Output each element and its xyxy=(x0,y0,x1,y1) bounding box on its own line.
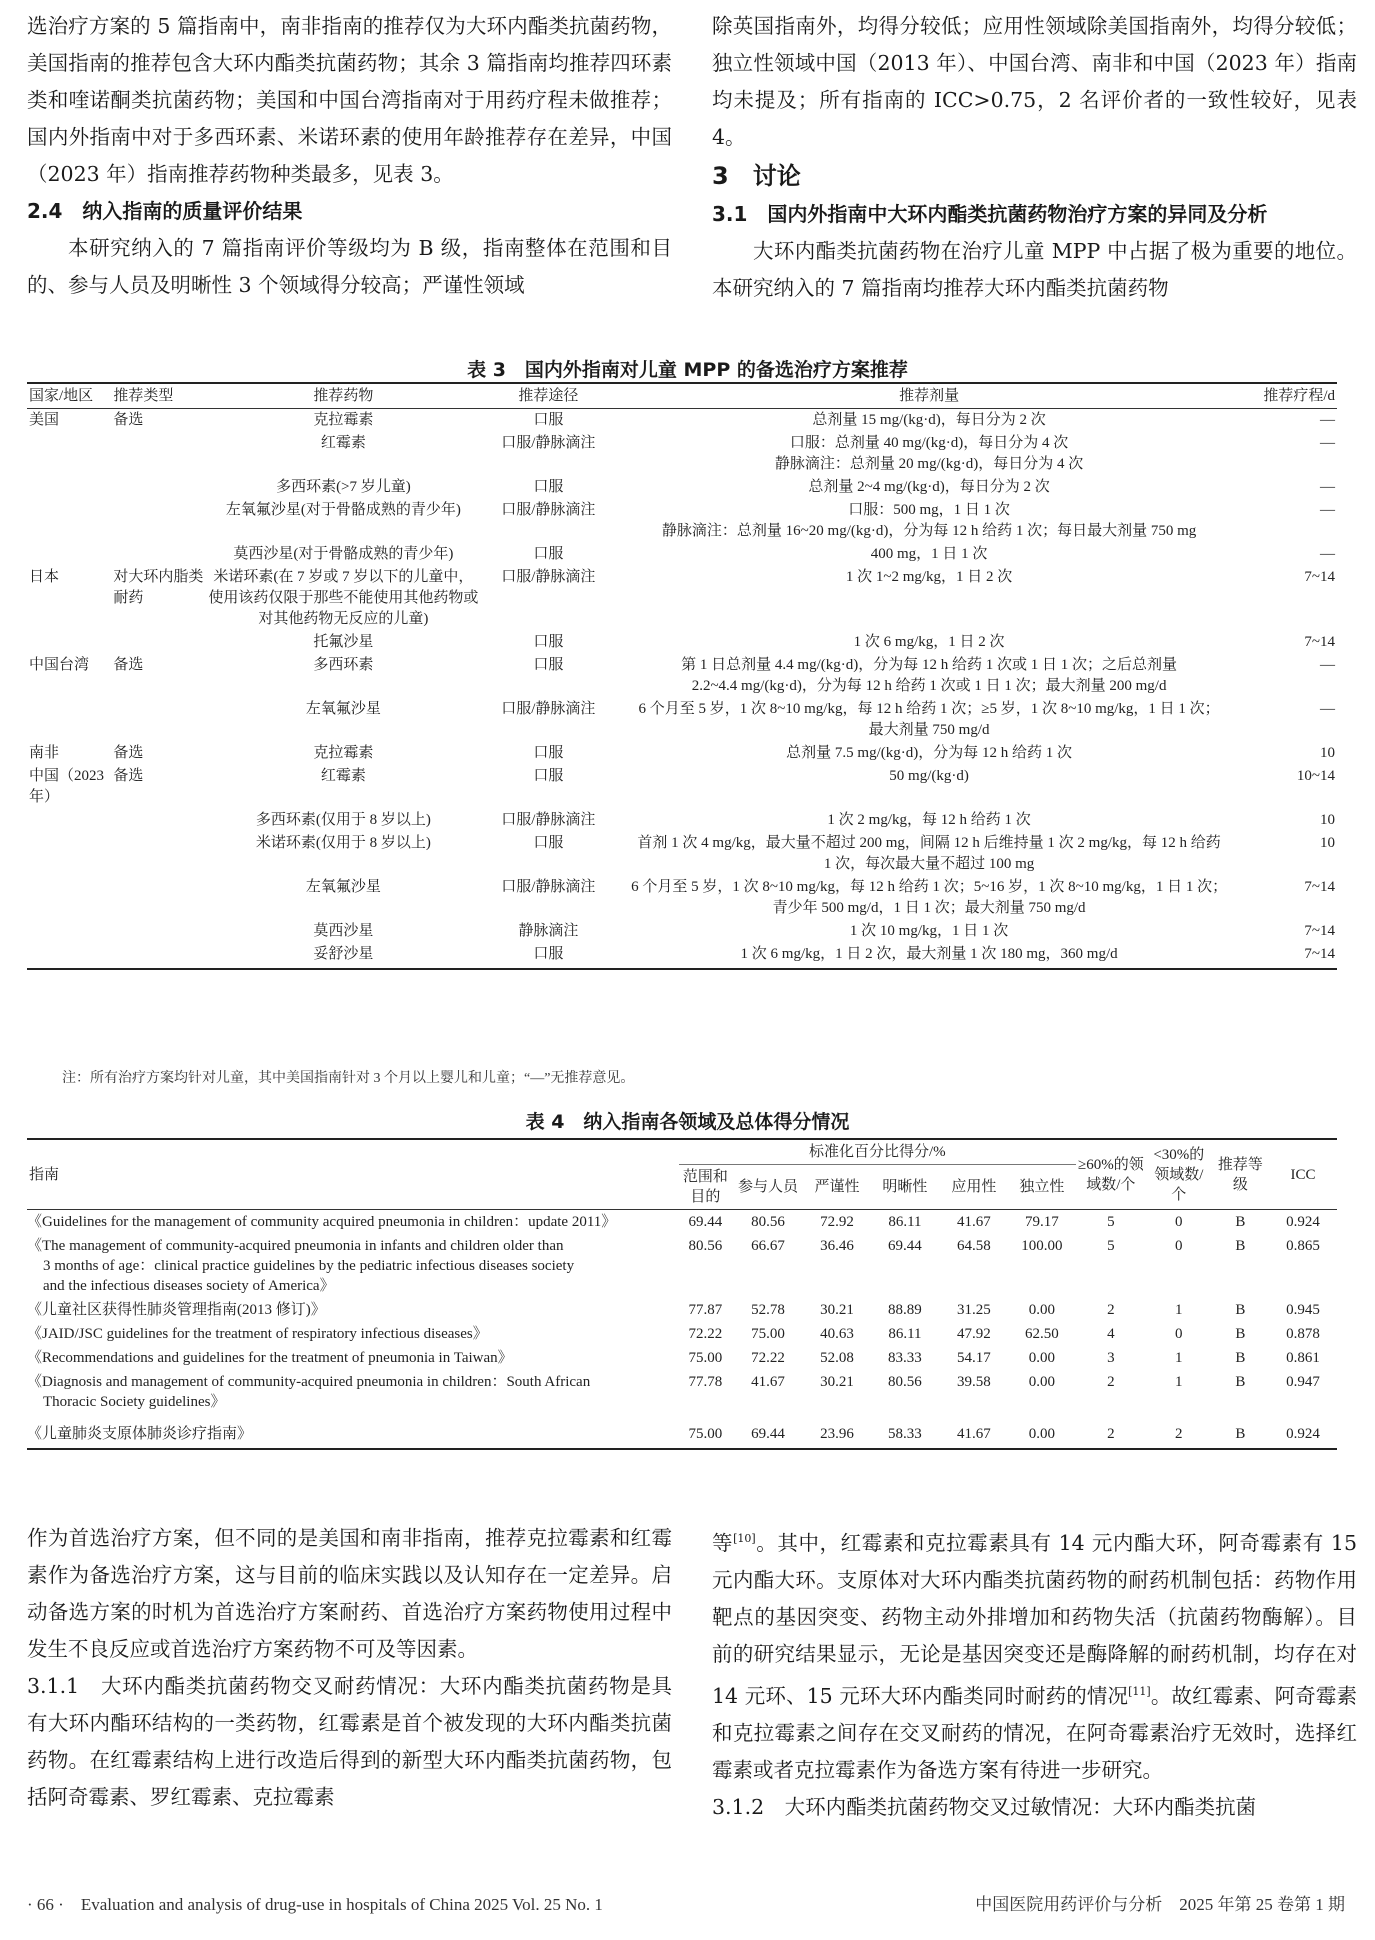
subsection-3-1-2: 3.1.2 大环内酯类抗菌药物交叉过敏情况：大环内酯类抗菌 xyxy=(712,1794,1257,1819)
table3-cell-route: 口服 xyxy=(533,835,564,851)
table3-cell-dose: 总剂量 15 mg/(kg·d)，每日分为 2 次 xyxy=(812,412,1046,428)
table4-cell-score: 77.87 xyxy=(688,1302,723,1318)
guideline-title-line: 《Guidelines for the management of community acquired pneumonia in children：update 2011》 xyxy=(27,1214,617,1230)
table3-cell-drug: 左氧氟沙星(对于骨骼成熟的青少年) xyxy=(225,502,461,518)
resistance-paragraph xyxy=(712,1520,1357,1789)
table3-row xyxy=(27,654,1337,698)
table4-cell-score: 72.22 xyxy=(688,1326,723,1342)
table3-cell-type: 对大环内脂类耐药 xyxy=(113,569,204,606)
guideline-title-line: 《Diagnosis and management of community-acquired pneumonia in children：South African xyxy=(27,1374,591,1390)
bottom-right-column xyxy=(712,1520,1357,1826)
table4-row xyxy=(27,1346,1337,1370)
table4-header-guideline: 指南 xyxy=(27,1139,679,1210)
table3-cell-course: 10 xyxy=(1320,835,1335,851)
table3-cell-course: — xyxy=(1320,435,1335,451)
table3-cell-type xyxy=(111,543,205,566)
table4-row xyxy=(27,1370,1337,1414)
table3-cell-drug: 米诺环素(仅用于 8 岁以上) xyxy=(255,835,431,851)
table4-cell-icc: 0.924 xyxy=(1269,1414,1337,1449)
table4-cell-score: 62.50 xyxy=(1024,1326,1059,1342)
table4-cell-score: 72.22 xyxy=(751,1350,785,1366)
table4-cell-score: 64.58 xyxy=(957,1238,991,1254)
table4-cell-score: 86.11 xyxy=(888,1214,922,1230)
table3-row xyxy=(27,476,1337,499)
table3-cell-route: 口服/静脉滴注 xyxy=(501,879,596,895)
guideline-title-line: 《儿童社区获得性肺炎管理指南(2013 修订)》 xyxy=(27,1302,326,1318)
table4-cell-score: 75.00 xyxy=(679,1414,732,1449)
table4-cell-score: 30.21 xyxy=(820,1374,854,1390)
section-heading-3: 3 讨论 xyxy=(712,162,801,190)
table4-row xyxy=(27,1234,1337,1298)
table3-cell-dose: 50 mg/(kg·d) xyxy=(889,768,969,784)
table4-row xyxy=(27,1322,1337,1346)
table3 xyxy=(27,382,1337,970)
table3-cell-course: 10 xyxy=(1320,812,1335,828)
table3-cell-route: 口服/静脉滴注 xyxy=(501,435,596,451)
table4-cell-score: 69.44 xyxy=(688,1214,723,1230)
table3-cell-route: 口服/静脉滴注 xyxy=(501,569,596,585)
table4-cell-guideline xyxy=(27,1210,679,1235)
table4-cell-score: 77.78 xyxy=(688,1374,723,1390)
table3-cell-region xyxy=(27,943,111,969)
bottom-left-column xyxy=(27,1520,672,1816)
footer-journal-cn: 中国医院用药评价与分析 2025 年第 25 卷第 1 期 xyxy=(975,1895,1345,1914)
table3-cell-drug: 莫西沙星(对于骨骼成熟的青少年) xyxy=(233,546,454,562)
table3-row xyxy=(27,920,1337,943)
table3-cell-course: 7~14 xyxy=(1304,569,1335,585)
table3-cell-dose: 6 个月至 5 岁，1 次 8~10 mg/kg，每 12 h 给药 1 次；≥5 岁，1 次 8~10 mg/kg，1 日 1 次； 最大剂量 750 mg/d xyxy=(638,701,1220,738)
table4-cell-score: 88.89 xyxy=(888,1302,922,1318)
table3-cell-route: 口服 xyxy=(533,412,564,428)
table4-caption: 表 4 纳入指南各领域及总体得分情况 xyxy=(525,1111,850,1133)
table4-cell-score: 66.67 xyxy=(751,1238,785,1254)
table3-row xyxy=(27,432,1337,476)
table4-cell-score: 80.56 xyxy=(751,1214,785,1230)
table3-cell-course: 7~14 xyxy=(1304,634,1335,650)
table4-cell-icc: 0.865 xyxy=(1286,1238,1320,1254)
table3-cell-course: — xyxy=(1320,701,1335,717)
table4-cell-ge60: 5 xyxy=(1107,1238,1115,1254)
table4-cell-score: 36.46 xyxy=(820,1238,854,1254)
table3-cell-course: 7~14 xyxy=(1304,879,1335,895)
table4-header-grade: 推荐等级 xyxy=(1212,1139,1269,1210)
table3-cell-type: 备选 xyxy=(113,768,144,784)
table4-cell-grade: B xyxy=(1235,1214,1246,1230)
table3-cell-region: 南非 xyxy=(29,745,60,761)
guideline-title-line: Thoracic Society guidelines》 xyxy=(43,1394,226,1410)
table3-cell-type xyxy=(111,832,205,876)
table4-header-icc: ICC xyxy=(1269,1139,1337,1210)
table3-header: 推荐剂量 xyxy=(616,383,1243,409)
table3-cell-dose: 第 1 日总剂量 4.4 mg/(kg·d)，分为每 12 h 给药 1 次或 1 日 1 次；之后总剂量 2.2~4.4 mg/(kg·d)，分为每 12 h 给药 1 次或 1 日 1 次；最大剂量 200 mg/d xyxy=(681,657,1177,694)
table4-cell-icc: 0.878 xyxy=(1286,1326,1320,1342)
table4-cell-guideline xyxy=(27,1414,679,1449)
table4-cell-score: 47.92 xyxy=(957,1326,991,1342)
table3-cell-dose: 1 次 2 mg/kg，每 12 h 给药 1 次 xyxy=(827,812,1031,828)
table4-cell-grade: B xyxy=(1212,1414,1269,1449)
table3-cell-course: — xyxy=(1320,657,1335,673)
table3-header: 推荐类型 xyxy=(111,383,205,409)
table3-cell-dose: 400 mg，1 日 1 次 xyxy=(870,546,988,562)
table3-cell-type xyxy=(111,432,205,476)
citation-10[interactable]: [10] xyxy=(733,1532,756,1545)
table4-cell-icc: 0.924 xyxy=(1286,1214,1320,1230)
table3-cell-dose: 1 次 1~2 mg/kg，1 日 2 次 xyxy=(845,569,1013,585)
table4-cell-guideline xyxy=(27,1298,679,1322)
table4-cell-score: 80.56 xyxy=(688,1238,723,1254)
table3-row xyxy=(27,742,1337,765)
table3-cell-region xyxy=(27,432,111,476)
table4-row xyxy=(27,1298,1337,1322)
table3-cell-drug: 左氧氟沙星 xyxy=(305,701,381,717)
table3-header: 国家/地区 xyxy=(27,383,111,409)
table3-row xyxy=(27,543,1337,566)
table3-cell-type xyxy=(111,809,205,832)
table4-cell-score: 79.17 xyxy=(1024,1214,1059,1230)
table3-cell-course: — xyxy=(1320,502,1335,518)
table3-cell-drug: 克拉霉素 xyxy=(313,745,374,761)
table3-cell-region xyxy=(27,920,111,943)
table4-cell-guideline xyxy=(27,1322,679,1346)
table3-cell-drug: 托氟沙星 xyxy=(313,634,374,650)
table3-cell-type: 备选 xyxy=(113,745,144,761)
table3-cell-drug: 红霉素 xyxy=(320,768,366,784)
table3-cell-course: — xyxy=(1320,546,1335,562)
table3-cell-drug: 米诺环素(在 7 岁或 7 岁以下的儿童中，使用该药仅限于那些不能使用其他药物或对其他药物无反应的儿童) xyxy=(208,569,479,627)
guideline-title-line: 3 months of age：clinical practice guidelines by the pediatric infectious diseases society xyxy=(43,1258,575,1274)
table4-cell-ge60: 2 xyxy=(1076,1414,1146,1449)
table3-cell-dose: 1 次 6 mg/kg，1 日 2 次 xyxy=(853,634,1005,650)
table4-domain-header: 独立性 xyxy=(1008,1165,1076,1210)
table3-header-row xyxy=(27,383,1337,409)
table3-cell-type xyxy=(111,920,205,943)
table3-cell-drug: 左氧氟沙星 xyxy=(305,879,381,895)
table3-cell-drug: 红霉素 xyxy=(320,435,366,451)
footer-journal-en: · 66 · Evaluation and analysis of drug-use in hospitals of China 2025 Vol. 25 No. 1 xyxy=(27,1895,603,1914)
table4-cell-score: 41.67 xyxy=(957,1214,991,1230)
table4-cell-lt30: 1 xyxy=(1175,1302,1183,1318)
table3-cell-drug: 多西环素 xyxy=(313,657,374,673)
table3-cell-drug: 妥舒沙星 xyxy=(206,943,481,969)
table3-cell-course: 10~14 xyxy=(1296,768,1335,784)
table4-cell-score: 23.96 xyxy=(804,1414,870,1449)
table3-header: 推荐药物 xyxy=(206,383,481,409)
table4-domain-header: 应用性 xyxy=(940,1165,1008,1210)
table3-cell-course: 7~14 xyxy=(1304,923,1335,939)
table3-cell-route: 口服 xyxy=(533,546,564,562)
table4-header-group: 标准化百分比得分/% xyxy=(679,1139,1076,1165)
table4-cell-lt30: 1 xyxy=(1175,1374,1183,1390)
guideline-title-line: and the infectious diseases society of America》 xyxy=(43,1278,335,1294)
table3-cell-dose: 1 次 10 mg/kg，1 日 1 次 xyxy=(849,923,1009,939)
table4-cell-ge60: 3 xyxy=(1107,1350,1115,1366)
table3-cell-route: 口服 xyxy=(481,943,616,969)
table4-domain-header: 参与人员 xyxy=(732,1165,804,1210)
table4-cell-score: 52.78 xyxy=(751,1302,785,1318)
table3-cell-route: 口服/静脉滴注 xyxy=(501,502,596,518)
table3-row xyxy=(27,943,1337,969)
table4-cell-icc: 0.861 xyxy=(1286,1350,1320,1366)
table4-cell-score: 31.25 xyxy=(957,1302,991,1318)
table4-cell-ge60: 5 xyxy=(1107,1214,1115,1230)
table4-cell-lt30: 0 xyxy=(1175,1238,1183,1254)
table3-cell-dose: 1 次 6 mg/kg，1 日 2 次，最大剂量 1 次 180 mg，360 mg/d xyxy=(616,943,1243,969)
table3-cell-type xyxy=(111,499,205,543)
table4-domain-header: 严谨性 xyxy=(804,1165,870,1210)
table4-cell-guideline xyxy=(27,1234,679,1298)
table4-cell-score: 0.00 xyxy=(1028,1374,1055,1390)
table4-cell-ge60: 2 xyxy=(1107,1302,1115,1318)
section-heading-3-1: 3.1 国内外指南中大环内酯类抗菌药物治疗方案的异同及分析 xyxy=(712,202,1268,226)
table3-cell-route: 口服 xyxy=(533,768,564,784)
text-run: 。其中，红霉素和克拉霉素具有 14 元内酯大环，阿奇霉素有 15 元内酯大环。支原体对大环内酯类抗菌药物的耐药机制包括：药物作用靶点的基因突变、药物主动外排增加和药物失活（抗菌药物酶解）。目前的研究结果显示，无论是基因突变还是酶降解的耐药机制，均存在对 14 元环、15 元环大环内酯类同时耐药的情况 xyxy=(712,1530,1358,1708)
table3-row xyxy=(27,765,1337,809)
table4-cell-guideline xyxy=(27,1346,679,1370)
table3-cell-route: 静脉滴注 xyxy=(518,923,579,939)
guideline-title-line: 《Recommendations and guidelines for the treatment of pneumonia in Taiwan》 xyxy=(27,1350,513,1366)
table4-cell-score: 41.67 xyxy=(751,1374,785,1390)
table4-cell-ge60: 4 xyxy=(1107,1326,1115,1342)
table3-row xyxy=(27,566,1337,631)
citation-11[interactable]: [11] xyxy=(1128,1684,1151,1698)
table3-caption: 表 3 国内外指南对儿童 MPP 的备选治疗方案推荐 xyxy=(467,359,908,381)
table3-cell-type: 备选 xyxy=(113,412,144,428)
table3-row xyxy=(27,631,1337,654)
table4-cell-grade: B xyxy=(1235,1238,1246,1254)
table4-cell-score: 72.92 xyxy=(820,1214,854,1230)
table3-cell-route: 口服 xyxy=(533,745,564,761)
table4-cell-grade: B xyxy=(1235,1302,1246,1318)
subsection-3-1-1: 3.1.1 大环内酯类抗菌药物交叉耐药情况：大环内酯类抗菌药物是具有大环内酯环结构的一类药物，红霉素是首个被发现的大环内酯类抗菌药物。在红霉素结构上进行改造后得到的新型大环内酯类抗菌药物，包括阿奇霉素、罗红霉素、克拉霉素 xyxy=(27,1674,672,1809)
table4-cell-score: 75.00 xyxy=(688,1350,723,1366)
quality-paragraph: 本研究纳入的 7 篇指南评价等级均为 B 级，指南整体在范围和目的、参与人员及明晰性 3 个领域得分较高；严谨性领域 xyxy=(27,236,672,297)
table3-cell-route: 口服/静脉滴注 xyxy=(501,701,596,717)
top-right-column xyxy=(712,8,1357,307)
table3-row xyxy=(27,876,1337,920)
table3-cell-dose: 口服：总剂量 40 mg/(kg·d)，每日分为 4 次 静脉滴注：总剂量 20 mg/(kg·d)，每日分为 4 次 xyxy=(774,435,1084,472)
table4-cell-score: 69.44 xyxy=(732,1414,804,1449)
text-run: 等 xyxy=(712,1530,734,1555)
table4-cell-grade: B xyxy=(1235,1374,1246,1390)
table3-cell-region xyxy=(27,476,111,499)
table3-header: 推荐途径 xyxy=(481,383,616,409)
table4-cell-score: 100.00 xyxy=(1021,1238,1063,1254)
table3-cell-course: — xyxy=(1320,412,1335,428)
table3-cell-region xyxy=(27,698,111,742)
table3-row xyxy=(27,809,1337,832)
table4-row xyxy=(27,1210,1337,1235)
table4-cell-score: 69.44 xyxy=(888,1238,922,1254)
table3-cell-drug: 多西环素(仅用于 8 岁以上) xyxy=(255,812,431,828)
table4-cell-score: 30.21 xyxy=(820,1302,854,1318)
table4-cell-score: 54.17 xyxy=(957,1350,991,1366)
table4-cell-score: 83.33 xyxy=(888,1350,922,1366)
table3-cell-route: 口服 xyxy=(533,634,564,650)
guideline-title-line: 《JAID/JSC guidelines for the treatment of respiratory infectious diseases》 xyxy=(27,1326,488,1342)
table3-cell-region: 日本 xyxy=(29,569,60,585)
table4-cell-score: 75.00 xyxy=(751,1326,785,1342)
table4-header-lt30: <30%的领域数/个 xyxy=(1146,1139,1212,1210)
table3-cell-region xyxy=(27,809,111,832)
table3-cell-route: 口服 xyxy=(533,657,564,673)
table3-row xyxy=(27,698,1337,742)
results-paragraph: 选治疗方案的 5 篇指南中，南非指南的推荐仅为大环内酯类抗菌药物，美国指南的推荐包含大环内酯类抗菌药物；其余 3 篇指南均推荐四环素类和喹诺酮类抗菌药物；美国和中国台湾指南对于用药疗程未做推荐；国内外指南中对于多西环素、米诺环素的使用年龄推荐存在差异，中国（2023 年）指南推荐药物种类最多，见表 3。 xyxy=(27,14,672,186)
table3-cell-type xyxy=(111,476,205,499)
table4-cell-grade: B xyxy=(1235,1350,1246,1366)
discussion-paragraph-cont: 作为首选治疗方案，但不同的是美国和南非指南，推荐克拉霉素和红霉素作为备选治疗方案，这与目前的临床实践以及认知存在一定差异。启动备选方案的时机为首选治疗方案耐药、首选治疗方案药物使用过程中发生不良反应或首选治疗方案药物不可及等因素。 xyxy=(27,1526,672,1661)
table4-header-ge60: ≥60%的领域数/个 xyxy=(1076,1139,1146,1210)
table4-cell-icc: 0.947 xyxy=(1286,1374,1320,1390)
table3-cell-type xyxy=(111,876,205,920)
table4-cell-lt30: 2 xyxy=(1146,1414,1212,1449)
section-heading-2-4: 2.4 纳入指南的质量评价结果 xyxy=(27,199,303,223)
table4-cell-lt30: 1 xyxy=(1175,1350,1183,1366)
table3-cell-course: 7~14 xyxy=(1243,943,1337,969)
discussion-paragraph: 大环内酯类抗菌药物在治疗儿童 MPP 中占据了极为重要的地位。本研究纳入的 7 篇指南均推荐大环内酯类抗菌药物 xyxy=(712,239,1357,300)
table4-cell-ge60: 2 xyxy=(1107,1374,1115,1390)
table4-domain-header: 明晰性 xyxy=(870,1165,940,1210)
text-run: 。故红霉素、阿奇霉素和克拉霉素之间存在交叉耐药的情况，在阿奇霉素治疗无效时，选择红霉素或者克拉霉素作为备选方案有待进一步研究。 xyxy=(712,1683,1358,1782)
table3-cell-type xyxy=(111,631,205,654)
table3-note: 注：所有治疗方案均针对儿童，其中美国指南针对 3 个月以上婴儿和儿童；“—”无推荐意见。 xyxy=(62,1071,635,1086)
table4-cell-guideline xyxy=(27,1370,679,1414)
table4-cell-score: 41.67 xyxy=(940,1414,1008,1449)
table4-cell-grade: B xyxy=(1235,1326,1246,1342)
table3-cell-route: 口服/静脉滴注 xyxy=(501,812,596,828)
table3-cell-course: 10 xyxy=(1320,745,1335,761)
table3-cell-region xyxy=(27,543,111,566)
table3-cell-type xyxy=(111,698,205,742)
table3-cell-region: 中国台湾 xyxy=(29,657,90,673)
table3-cell-drug: 莫西沙星 xyxy=(313,923,374,939)
table4-cell-score: 0.00 xyxy=(1028,1350,1055,1366)
table4-cell-lt30: 0 xyxy=(1175,1326,1183,1342)
table3-header: 推荐疗程/d xyxy=(1243,383,1337,409)
table3-cell-region xyxy=(27,631,111,654)
table4-domain-header: 范围和目的 xyxy=(679,1165,732,1210)
table3-cell-type xyxy=(111,943,205,969)
table3-cell-dose: 总剂量 2~4 mg/(kg·d)，每日分为 2 次 xyxy=(808,479,1050,495)
table3-cell-region xyxy=(27,499,111,543)
table3-cell-dose: 首剂 1 次 4 mg/kg，最大量不超过 200 mg，间隔 12 h 后维持量 1 次 2 mg/kg，每 12 h 给药 1 次，每次最大量不超过 100 mg xyxy=(637,835,1221,872)
guideline-title-line: 《The management of community-acquired pneumonia in infants and children older than xyxy=(27,1238,564,1254)
table3-cell-drug: 克拉霉素 xyxy=(313,412,374,428)
table3-cell-region: 中国（2023 年） xyxy=(29,768,105,805)
table3-cell-region xyxy=(27,876,111,920)
table3-cell-dose: 总剂量 7.5 mg/(kg·d)，分为每 12 h 给药 1 次 xyxy=(786,745,1072,761)
top-left-column xyxy=(27,8,672,304)
table3-cell-course: — xyxy=(1320,479,1335,495)
guideline-title-line: 《儿童肺炎支原体肺炎诊疗指南》 xyxy=(27,1426,253,1442)
table4-cell-score: 52.08 xyxy=(820,1350,854,1366)
table4 xyxy=(27,1138,1337,1450)
table3-row xyxy=(27,499,1337,543)
table4-cell-lt30: 0 xyxy=(1175,1214,1183,1230)
table3-cell-dose: 口服：500 mg，1 日 1 次 静脉滴注：总剂量 16~20 mg/(kg·d)，分为每 12 h 给药 1 次；每日最大剂量 750 mg xyxy=(661,502,1197,539)
table4-cell-icc: 0.945 xyxy=(1286,1302,1320,1318)
table3-cell-type: 备选 xyxy=(113,657,144,673)
table3-cell-route: 口服 xyxy=(533,479,564,495)
table3-cell-region xyxy=(27,832,111,876)
table4-header-row xyxy=(27,1139,1337,1165)
table3-cell-drug: 多西环素(>7 岁儿童) xyxy=(276,479,411,495)
table4-row xyxy=(27,1414,1337,1449)
table4-cell-score: 86.11 xyxy=(888,1326,922,1342)
table4-cell-score: 58.33 xyxy=(870,1414,940,1449)
table3-row xyxy=(27,832,1337,876)
table4-cell-score: 40.63 xyxy=(820,1326,854,1342)
table4-cell-score: 0.00 xyxy=(1028,1302,1055,1318)
table4-cell-score: 80.56 xyxy=(888,1374,922,1390)
table4-cell-score: 0.00 xyxy=(1008,1414,1076,1449)
table3-cell-region: 美国 xyxy=(29,412,60,428)
table3-row xyxy=(27,409,1337,433)
table4-cell-score: 39.58 xyxy=(957,1374,991,1390)
table3-cell-dose: 6 个月至 5 岁，1 次 8~10 mg/kg，每 12 h 给药 1 次；5~16 岁，1 次 8~10 mg/kg，1 日 1 次； 青少年 500 mg/d，1 日 1 次；最大剂量 750 mg/d xyxy=(631,879,1228,916)
quality-paragraph-cont: 除英国指南外，均得分较低；应用性领域除美国指南外，均得分较低；独立性领域中国（2013 年）、中国台湾、南非和中国（2023 年）指南均未提及；所有指南的 ICC>0.75，2 名评价者的一致性较好，见表 4。 xyxy=(712,14,1357,149)
